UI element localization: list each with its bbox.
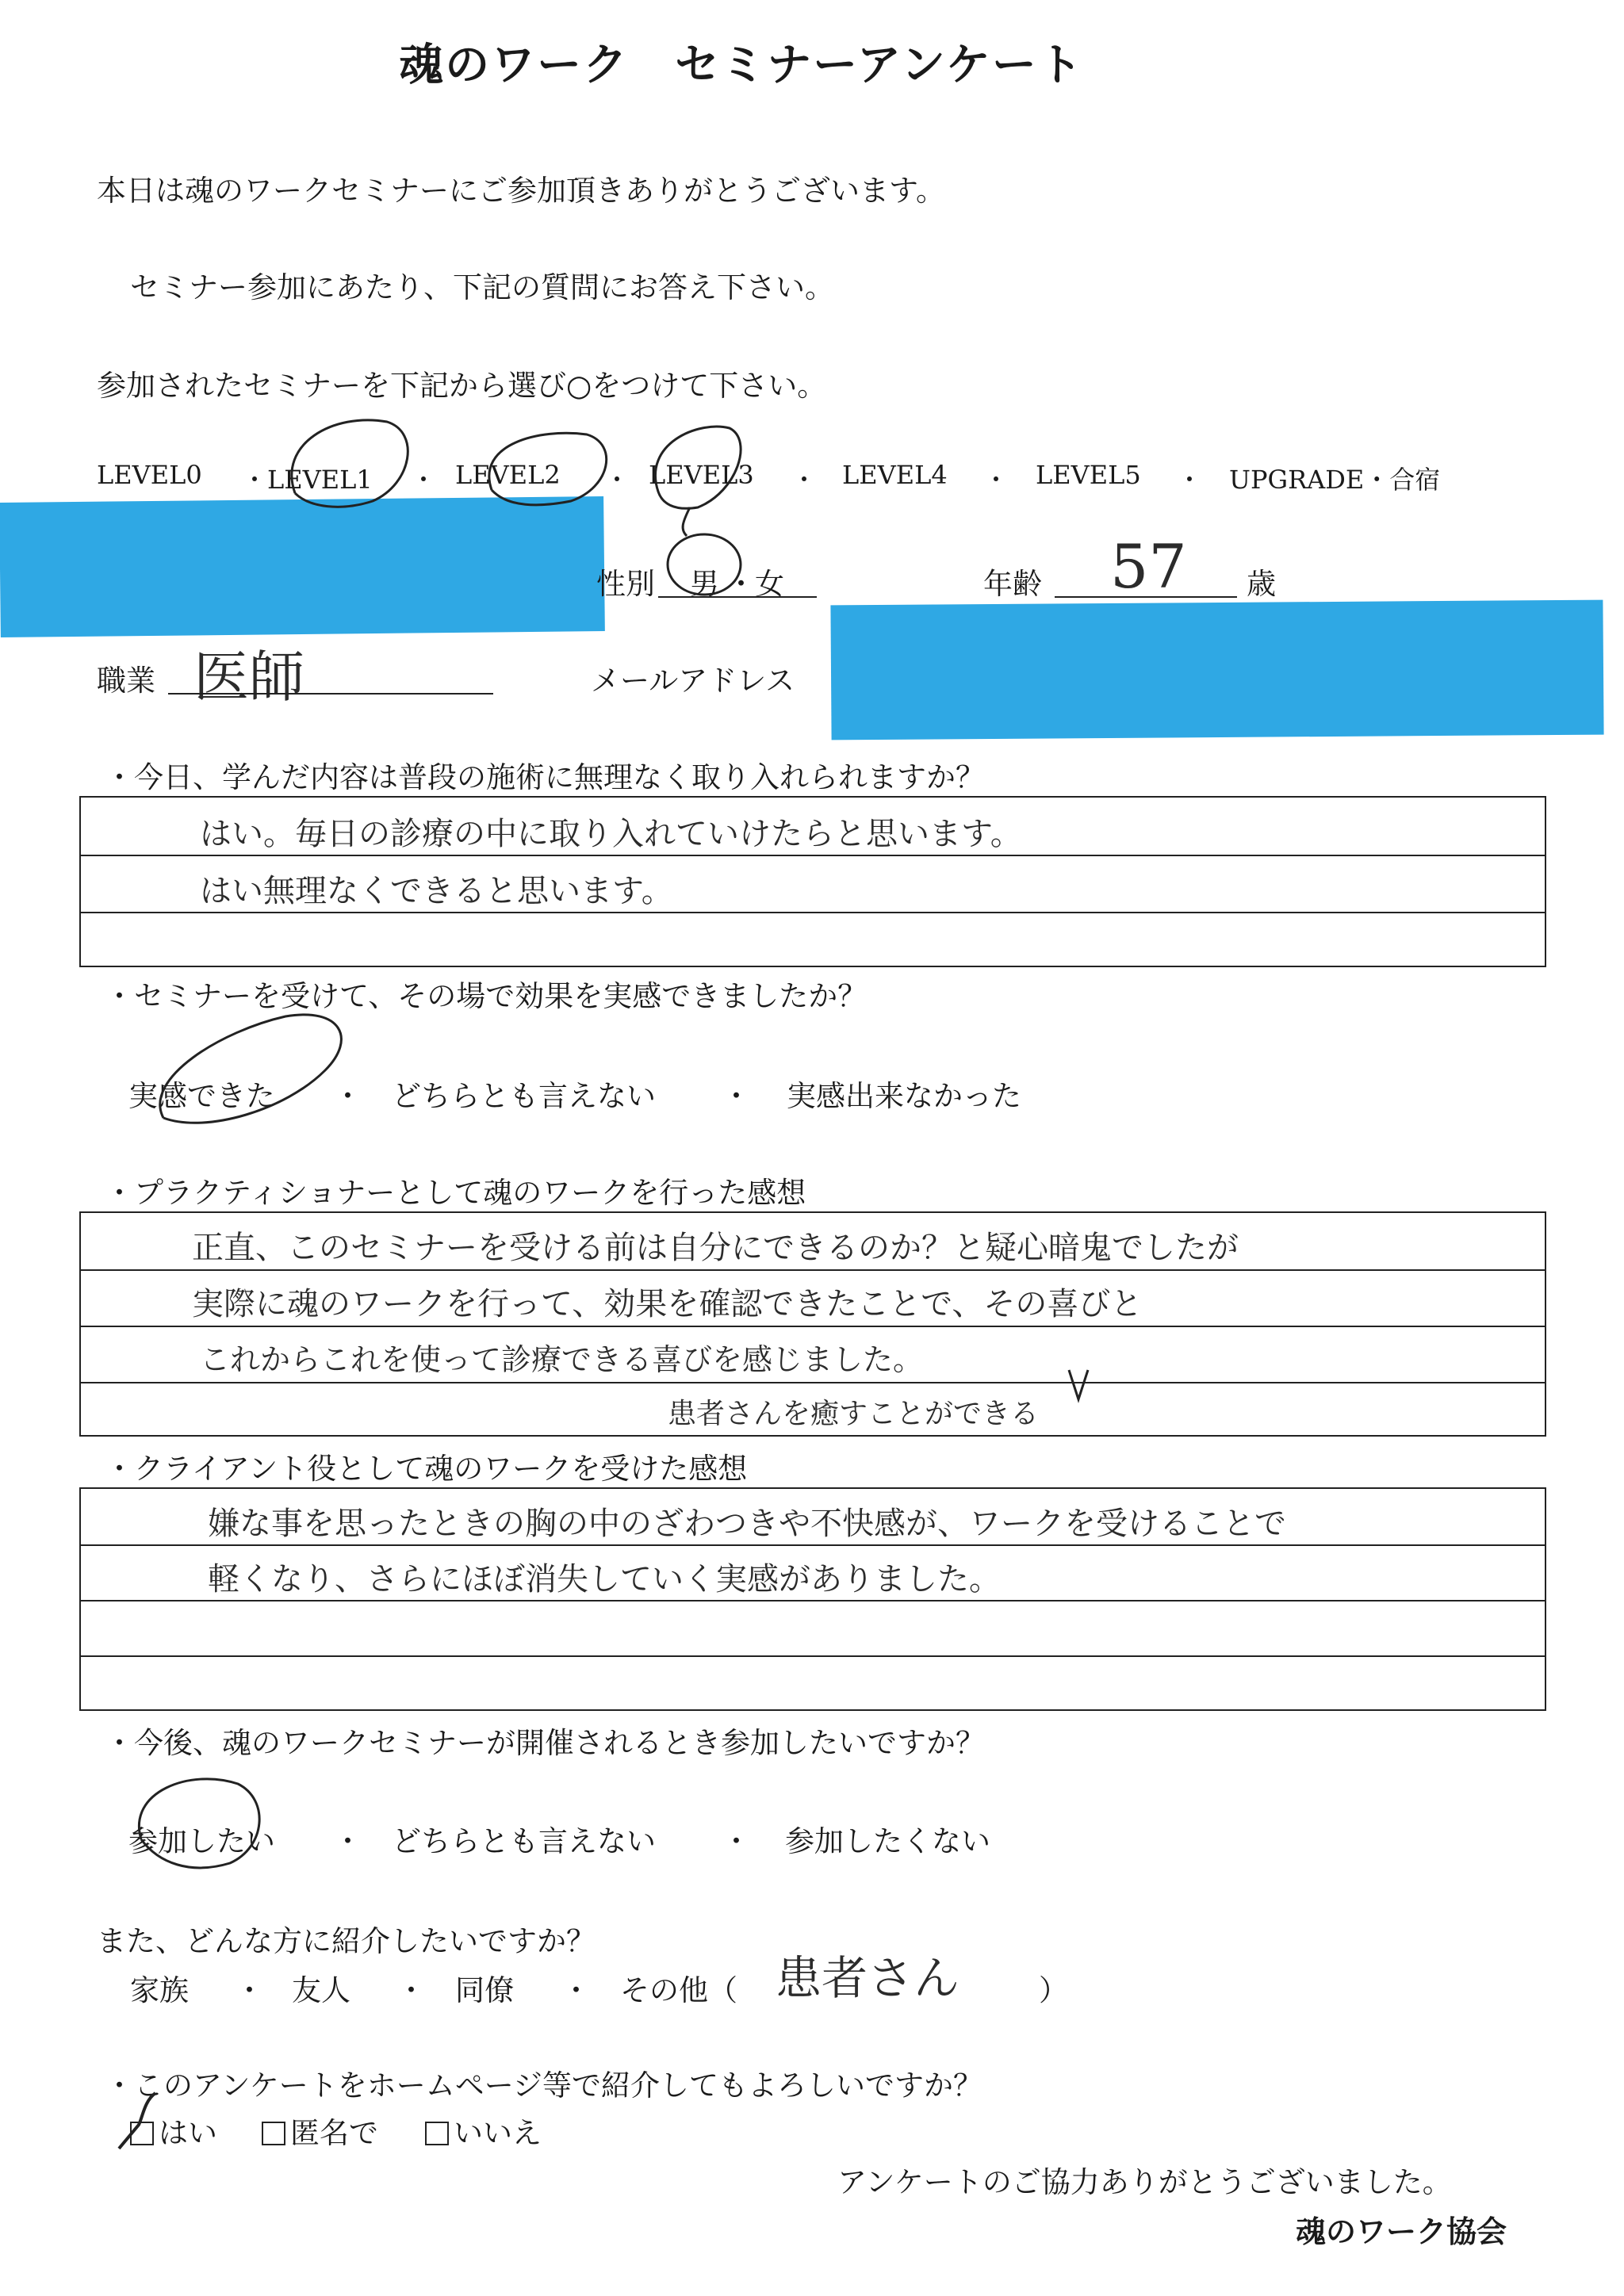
redacted-email (830, 600, 1603, 740)
q6-question: また、どんな方に紹介したいですか？ (97, 1924, 596, 1958)
level-separator: ・ (1177, 465, 1203, 495)
email-label: メールアドレス (591, 664, 795, 698)
gender-male[interactable]: 男 (690, 567, 719, 601)
q6-option-friend[interactable]: 友人 (292, 1973, 350, 2007)
age-underline (1055, 596, 1237, 598)
q6-other-value[interactable]: 患者さん (776, 1951, 960, 2005)
footer-thanks: アンケートのご協力ありがとうございました。 (837, 2165, 1452, 2199)
level-0[interactable]: LEVEL0 (97, 460, 202, 490)
q7-option-anonymous-label: 匿名で (290, 2116, 378, 2150)
level-3[interactable]: LEVEL3 (649, 460, 754, 490)
q2-option-no[interactable]: 実感出来なかった (787, 1079, 1021, 1113)
gender-female[interactable]: 女 (755, 567, 784, 601)
level-separator: ・ (983, 465, 1009, 495)
q7-option-yes-label: はい (159, 2116, 217, 2150)
checkbox-icon[interactable] (425, 2122, 449, 2145)
checkbox-icon[interactable] (262, 2122, 285, 2145)
age-unit: 歳 (1247, 567, 1276, 601)
level-1[interactable]: ・LEVEL1 (242, 465, 373, 495)
level-upgrade[interactable]: UPGRADE・合宿 (1229, 465, 1441, 495)
q3-answer-line: 正直、このセミナーを受ける前は自分にできるのか？と疑心暗鬼でしたが (192, 1230, 1239, 1266)
job-underline (168, 693, 493, 695)
q6-separator: ・ (561, 1973, 591, 2007)
level-separator: ・ (791, 465, 818, 495)
level-separator: ・ (604, 465, 630, 495)
q6-option-colleague[interactable]: 同僚 (455, 1973, 514, 2007)
q4-answer-box[interactable] (79, 1487, 1546, 1711)
q2-question: ・セミナーを受けて、その場で効果を実感できましたか？ (105, 979, 868, 1013)
gender-separator: ・ (726, 567, 756, 601)
q2-option-yes[interactable]: 実感できた (128, 1079, 275, 1113)
gender-label: 性別 (596, 567, 655, 601)
q1-answer-box[interactable] (79, 796, 1546, 967)
q3-answer-line: 実際に魂のワークを行って、効果を確認できたことで、その喜びと (192, 1286, 1143, 1322)
q7-option-anonymous[interactable] (262, 2109, 378, 2152)
q3-answer-line: これからこれを使って診療できる喜びを感じました。 (200, 1342, 924, 1377)
q3-answer-line: 患者さんを癒すことができる (668, 1398, 1040, 1430)
q2-separator: ・ (722, 1079, 751, 1113)
redacted-name (0, 496, 605, 637)
q1-answer-line: はい無理なくできると思います。 (200, 873, 673, 909)
level-5[interactable]: LEVEL5 (1036, 460, 1141, 490)
age-label: 年齢 (983, 567, 1042, 601)
q6-close-paren: ） (1039, 1973, 1068, 2007)
footer-organization: 魂のワーク協会 (1296, 2214, 1507, 2249)
intro-instructions: セミナー参加にあたり、下記の質問にお答え下さい。 (130, 270, 834, 304)
q7-question: ・このアンケートをホームページ等で紹介してもよろしいですか？ (105, 2068, 983, 2103)
intro-thanks: 本日は魂のワークセミナーにご参加頂きありがとうございます。 (97, 174, 946, 208)
q5-question: ・今後、魂のワークセミナーが開催されるとき参加したいですか？ (105, 1726, 985, 1760)
checkbox-icon[interactable] (130, 2122, 154, 2145)
q7-option-no-label: いいえ (454, 2116, 542, 2150)
q5-option-neutral[interactable]: どちらとも言えない (392, 1824, 656, 1858)
gender-underline (658, 596, 817, 598)
q6-separator: ・ (235, 1973, 264, 2007)
q4-answer-line: 嫌な事を思ったときの胸の中のざわつきや不快感が、ワークを受けることで (208, 1506, 1286, 1542)
q5-separator: ・ (722, 1824, 751, 1858)
q7-option-no[interactable] (425, 2109, 542, 2152)
q6-option-other[interactable]: その他（ (620, 1973, 737, 2007)
q3-question: ・プラクティショナーとして魂のワークを行った感想 (105, 1176, 806, 1210)
intro-select-seminar: 参加されたセミナーを下記から選び○をつけて下さい。 (97, 369, 827, 403)
job-label: 職業 (97, 664, 155, 698)
q1-question: ・今日、学んだ内容は普段の施術に無理なく取り入れられますか？ (105, 760, 985, 794)
q6-separator: ・ (396, 1973, 426, 2007)
q6-option-family[interactable]: 家族 (130, 1973, 189, 2007)
q4-question: ・クライアント役として魂のワークを受けた感想 (105, 1452, 748, 1486)
q5-option-no[interactable]: 参加したくない (785, 1824, 990, 1858)
form-title: 魂のワーク セミナーアンケート (399, 39, 1084, 91)
job-value[interactable]: 医師 (193, 645, 304, 710)
q7-option-yes[interactable] (130, 2109, 217, 2152)
q2-option-neutral[interactable]: どちらとも言えない (392, 1079, 656, 1113)
q1-answer-line: はい。毎日の診療の中に取り入れていけたらと思います。 (200, 816, 1022, 852)
q4-answer-line: 軽くなり、さらにほぼ消失していく実感がありました。 (208, 1561, 1001, 1598)
age-value[interactable]: 57 (1110, 531, 1187, 602)
q2-separator: ・ (333, 1079, 362, 1113)
level-separator: ・ (411, 465, 437, 495)
level-2[interactable]: LEVEL2 (455, 460, 561, 490)
q5-option-yes[interactable]: 参加したい (128, 1824, 275, 1858)
q5-separator: ・ (333, 1824, 362, 1858)
q3-answer-box[interactable] (79, 1211, 1546, 1437)
level-4[interactable]: LEVEL4 (842, 460, 948, 490)
